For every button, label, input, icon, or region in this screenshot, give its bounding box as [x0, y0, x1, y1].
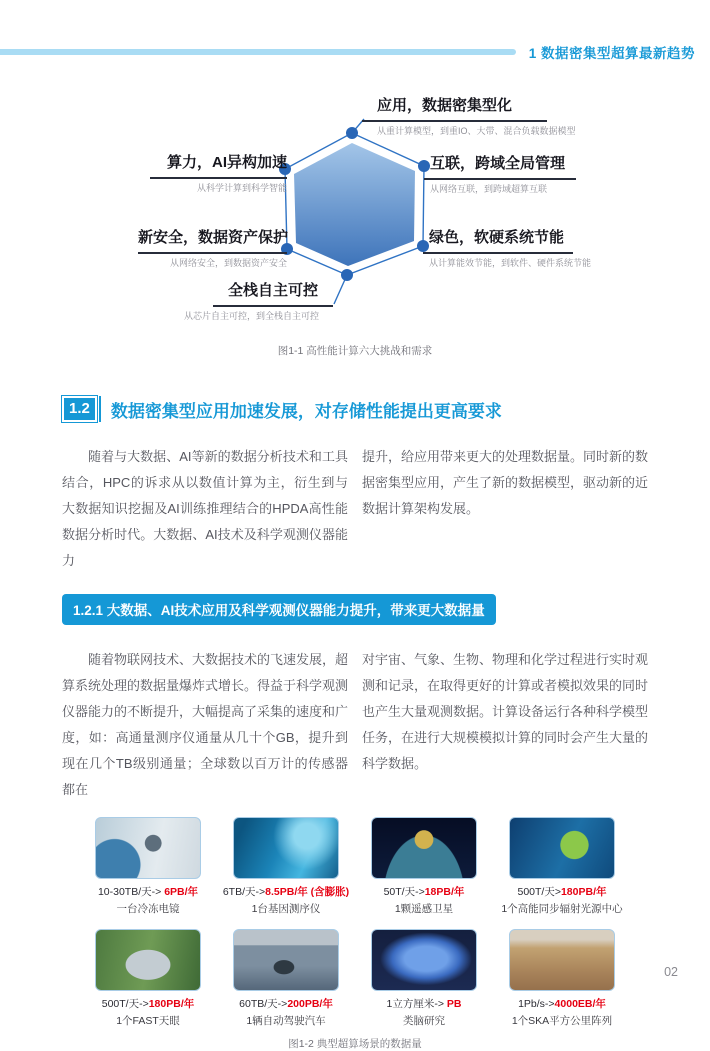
stat-red: 180PB/年 — [148, 998, 195, 1010]
grid-item-autonomous-car — [217, 929, 355, 1028]
document-page — [0, 42, 710, 1050]
hex-node-title: 应用，数据密集型化 — [362, 95, 547, 122]
figure1-caption: 图1-1 高性能计算六大挑战和需求 — [277, 345, 433, 357]
hex-node-application — [362, 95, 576, 138]
grid-item-gene-sequencer — [217, 817, 355, 916]
hex-node-green — [423, 227, 592, 270]
grid-item-fast-telescope — [79, 929, 217, 1028]
section-heading — [62, 396, 648, 422]
data-rate-stat — [79, 884, 217, 899]
grid-item-ska-array — [493, 929, 631, 1028]
image-label: 一台冷冻电镜 — [116, 903, 180, 915]
stat-black: 500T/天-> — [101, 998, 149, 1010]
subsection-paragraph-col1: 随着物联网技术、大数据技术的飞速发展，超算系统处理的数据量爆炸式增长。得益于科学观测仪器能力的不断提升，大幅提高了采集的速度和广度，如：高通量测序仪通量从几十个GB，提升到现在几个TB级别通量；全球数以百万计的传感器都在 — [62, 652, 349, 797]
image-label: 类脑研究 — [403, 1015, 445, 1027]
hex-node-compute — [150, 152, 287, 195]
grid-item-cryo-em — [79, 817, 217, 916]
hex-node-subtitle: 从科学计算到科学智能 — [196, 183, 287, 193]
hex-node-interconnect — [424, 153, 576, 196]
figure2-caption: 图1-2 典型超算场景的数据量 — [288, 1038, 422, 1050]
hex-node-title: 互联，跨域全局管理 — [424, 153, 576, 180]
stat-black: 500T/天> — [517, 886, 561, 898]
data-rate-stat — [217, 996, 355, 1011]
data-rate-stat — [217, 884, 355, 899]
stat-red: 180PB/年 — [560, 886, 607, 898]
image-label: 1辆自动驾驶汽车 — [246, 1015, 326, 1027]
data-rate-stat — [493, 996, 631, 1011]
data-rate-stat — [355, 996, 493, 1011]
hex-node-subtitle: 从计算能效节能，到软件、硬件系统节能 — [429, 258, 592, 268]
stat-red: PB — [446, 998, 462, 1010]
stat-black: 1立方厘米-> — [386, 998, 447, 1010]
hex-node-title: 绿色，软硬系统节能 — [423, 227, 573, 254]
hexagon-graphic — [0, 92, 710, 337]
section-number-badge: 1.2 — [62, 396, 97, 422]
grid-item-synchrotron — [493, 817, 631, 916]
hexagon-fill — [294, 143, 415, 266]
image-remote-sensing-satellite — [371, 817, 477, 879]
hex-node-subtitle: 从重计算模型，到重IO、大带、混合负载数据模型 — [377, 126, 576, 136]
image-gene-sequencer — [233, 817, 339, 879]
hex-node-subtitle: 从网络安全，到数据资产安全 — [169, 258, 287, 268]
image-brain-research — [371, 929, 477, 991]
image-fast-telescope — [95, 929, 201, 991]
stat-red: 6PB/年 — [164, 886, 199, 898]
image-synchrotron-facility — [509, 817, 615, 879]
hex-node-subtitle: 从芯片自主可控，到全栈自主可控 — [184, 311, 320, 321]
section-number-rule — [99, 396, 101, 422]
section-paragraph-col2: 提升，给应用带来更大的处理数据量。同时新的数据密集型应用，产生了新的数据模型，驱动新的近数据计算架构发展。 — [362, 449, 649, 516]
stat-red: 4000EB/年 — [554, 998, 606, 1010]
header-rule — [0, 49, 516, 55]
subsection-body — [62, 647, 648, 803]
hex-node-subtitle: 从网络互联，到跨域超算互联 — [430, 184, 548, 194]
image-autonomous-car — [233, 929, 339, 991]
image-label: 1台基因测序仪 — [251, 903, 321, 915]
data-rate-stat — [79, 996, 217, 1011]
stat-red: 200PB/年 — [287, 998, 333, 1010]
image-label: 1个高能同步辐射光源中心 — [501, 903, 623, 915]
image-label: 1颗遥感卫星 — [394, 903, 454, 915]
stat-red: 8.5PB/年 (含膨胀) — [265, 886, 350, 898]
hex-node-security — [138, 227, 287, 270]
vertex-dot — [346, 127, 358, 139]
image-ska-array — [509, 929, 615, 991]
vertex-dot — [341, 269, 353, 281]
image-label: 1个FAST天眼 — [116, 1015, 180, 1027]
hex-node-title: 算力，AI异构加速 — [150, 152, 287, 179]
image-cryo-electron-microscope — [95, 817, 201, 879]
chapter-title: 1 数据密集型超算最新趋势 — [528, 46, 695, 61]
section-title: 数据密集型应用加速发展，对存储性能提出更高要求 — [110, 401, 502, 421]
subsection-heading: 1.2.1 大数据、AI技术应用及科学观测仪器能力提升，带来更大数据量 — [62, 594, 496, 625]
section-paragraph-col1: 随着与大数据、AI等新的数据分析技术和工具结合，HPC的诉求从以数值计算为主，衍生到与大数据知识挖掘及AI训练推理结合的HPDA高性能数据分析时代。大数据、AI技术及科学观测仪器能力 — [62, 449, 348, 568]
page-number: 02 — [664, 965, 678, 979]
section-body — [62, 444, 648, 574]
stat-black: 50T/天-> — [383, 886, 425, 898]
subsection-paragraph-col2: 对宇宙、气象、生物、物理和化学过程进行实时观测和记录，在取得更好的计算或者模拟效果的同时也产生大量观测数据。计算设备运行各种科学模型任务，在进行大规模模拟计算的同时会产生大量的科学数据。 — [362, 652, 649, 771]
hex-node-title: 新安全，数据资产保护 — [138, 227, 287, 254]
stat-black: 6TB/天-> — [222, 886, 266, 898]
page-content — [0, 396, 710, 803]
figure2-image-grid — [79, 817, 631, 1028]
hex-node-fullstack — [184, 280, 333, 323]
stat-black: 60TB/天-> — [239, 998, 288, 1010]
data-rate-stat — [355, 884, 493, 899]
hex-node-title: 全栈自主可控 — [213, 280, 333, 307]
stat-black: 10-30TB/天-> — [97, 886, 165, 898]
data-rate-stat — [493, 884, 631, 899]
stat-black: 1Pb/s-> — [518, 998, 555, 1010]
figure1-hexagon-diagram — [0, 92, 710, 337]
grid-item-brain-research — [355, 929, 493, 1028]
stat-red: 18PB/年 — [424, 886, 465, 898]
image-label: 1个SKA平方公里阵列 — [511, 1015, 613, 1027]
grid-item-satellite — [355, 817, 493, 916]
page-header — [0, 42, 710, 62]
